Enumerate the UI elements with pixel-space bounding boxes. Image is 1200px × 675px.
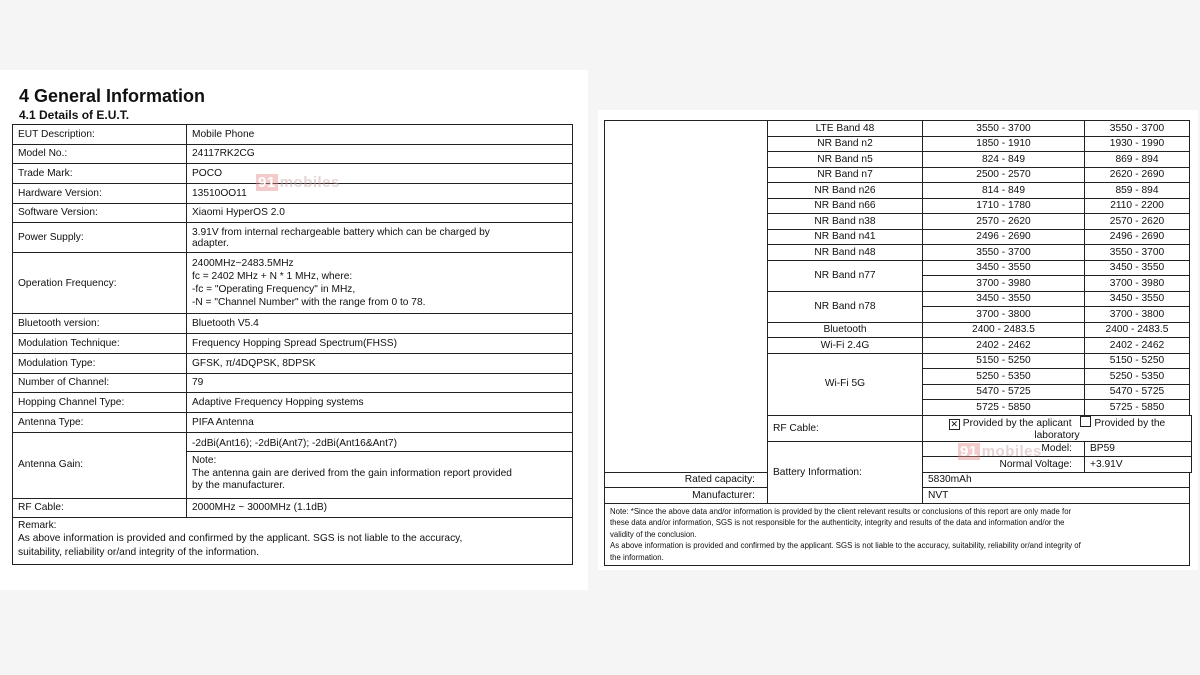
row-label: Antenna Type: xyxy=(13,412,187,432)
battery-field-label: Rated capacity: xyxy=(605,472,768,488)
rx-range: 3700 - 3980 xyxy=(1085,276,1190,292)
tx-range: 814 - 849 xyxy=(923,183,1085,199)
note-title: Note: xyxy=(192,455,217,467)
watermark-text: mobiles xyxy=(981,443,1042,460)
table-row xyxy=(13,393,573,413)
table-row xyxy=(13,373,573,393)
rx-range: 3550 - 3700 xyxy=(1085,121,1190,137)
tx-range: 1710 - 1780 xyxy=(923,198,1085,214)
row-value: Mobile Phone xyxy=(187,125,573,145)
power-supply-line: 3.91V from internal rechargeable battery which can be charged by xyxy=(192,226,490,238)
footnote-line: these data and/or information, SGS is not responsible for the authenticity, integrity and results of the data and information and/or the xyxy=(610,518,1065,528)
tx-range: 2400 - 2483.5 xyxy=(923,322,1085,338)
band-name: NR Band n5 xyxy=(768,152,923,168)
rx-range: 869 - 894 xyxy=(1085,152,1190,168)
tx-range: 5725 - 5850 xyxy=(923,400,1085,416)
row-value xyxy=(187,432,573,498)
rx-range: 5725 - 5850 xyxy=(1085,400,1190,416)
table-row xyxy=(13,125,573,145)
row-value: 79 xyxy=(187,373,573,393)
footnote-line: validity of the conclusion. xyxy=(610,529,697,539)
band-name: NR Band n26 xyxy=(768,183,923,199)
antenna-gain-value: -2dBi(Ant16); -2dBi(Ant7); -2dBi(Ant16&Ant7) xyxy=(187,435,572,452)
rx-range: 3700 - 3800 xyxy=(1085,307,1190,323)
option-applicant: Provided by the aplicant xyxy=(962,417,1072,429)
row-value: Bluetooth V5.4 xyxy=(187,314,573,334)
table-row xyxy=(13,518,573,565)
tx-range: 2496 - 2690 xyxy=(923,229,1085,245)
checked-checkbox-icon: ✕ xyxy=(950,418,959,429)
tx-range: 3550 - 3700 xyxy=(923,121,1085,137)
tx-range: 5150 - 5250 xyxy=(923,353,1085,369)
row-value: POCO xyxy=(187,164,573,184)
watermark-logo xyxy=(256,174,340,191)
row-label: Software Version: xyxy=(13,203,187,223)
row-value: GFSK, π/4DQPSK, 8DPSK xyxy=(187,353,573,373)
battery-field-value: BP59 xyxy=(1085,441,1192,457)
rx-range: 5470 - 5725 xyxy=(1085,384,1190,400)
table-row xyxy=(13,314,573,334)
watermark-logo xyxy=(958,443,1042,460)
band-name: NR Band n48 xyxy=(768,245,923,261)
remark-line: As above information is provided and confirmed by the applicant. SGS is not liable to the accuracy, xyxy=(18,533,463,545)
watermark-text: mobiles xyxy=(279,174,340,191)
band-name: LTE Band 48 xyxy=(768,121,923,137)
tx-range: 5250 - 5350 xyxy=(923,369,1085,385)
row-label: RF Cable: xyxy=(13,498,187,518)
footnote-line: Note: *Since the above data and/or information is provided by the client relevant results or conclusions of this report are only made for xyxy=(610,506,1072,516)
tx-range: 3450 - 3550 xyxy=(923,260,1085,276)
table-row xyxy=(605,503,1192,566)
rx-range: 2402 - 2462 xyxy=(1085,338,1190,354)
band-name: NR Band n38 xyxy=(768,214,923,230)
row-value: 2000MHz ~ 3000MHz (1.1dB) xyxy=(187,498,573,518)
row-label: Hopping Channel Type: xyxy=(13,393,187,413)
row-value: 13510OO11 xyxy=(187,184,573,204)
table-row xyxy=(13,412,573,432)
band-name: NR Band n7 xyxy=(768,167,923,183)
note-line: by the manufacturer. xyxy=(192,480,285,492)
table-row xyxy=(13,253,573,314)
row-value: Frequency Hopping Spread Spectrum(FHSS) xyxy=(187,334,573,354)
frequency-band-table xyxy=(604,120,1192,566)
remark-line: suitability, reliability or/and integrity of the information. xyxy=(18,546,260,558)
frequency-line: 2400MHz~2483.5MHz xyxy=(192,258,294,270)
row-label: EUT Description: xyxy=(13,125,187,145)
rx-range: 3550 - 3700 xyxy=(1085,245,1190,261)
row-label: Power Supply: xyxy=(13,223,187,253)
note-line: The antenna gain are derived from the gain information report provided xyxy=(192,467,512,479)
section-heading: 4 General Information xyxy=(19,86,206,106)
band-name: NR Band n2 xyxy=(768,136,923,152)
band-name: Wi-Fi 5G xyxy=(768,353,923,415)
battery-field-value: 5830mAh xyxy=(923,472,1190,488)
frequency-line: -fc = "Operating Frequency" in MHz, xyxy=(192,284,356,296)
tx-range: 3550 - 3700 xyxy=(923,245,1085,261)
row-label: Model No.: xyxy=(13,144,187,164)
unchecked-checkbox-icon xyxy=(1080,416,1091,427)
tx-range: 5470 - 5725 xyxy=(923,384,1085,400)
battery-field-value: NVT xyxy=(923,488,1190,504)
row-label: Modulation Technique: xyxy=(13,334,187,354)
remark-cell xyxy=(13,518,573,565)
band-name: Bluetooth xyxy=(768,322,923,338)
rx-range: 2570 - 2620 xyxy=(1085,214,1190,230)
row-label: Antenna Gain: xyxy=(13,432,187,498)
tx-range: 3450 - 3550 xyxy=(923,291,1085,307)
watermark-badge: 91 xyxy=(258,174,276,191)
antenna-gain-note xyxy=(187,452,572,495)
footnote-cell xyxy=(605,503,1190,566)
battery-field-label: Normal Voltage: xyxy=(923,457,1085,473)
rx-range: 5250 - 5350 xyxy=(1085,369,1190,385)
rx-range: 2110 - 2200 xyxy=(1085,198,1190,214)
table-row xyxy=(13,144,573,164)
row-value: 24117RK2CG xyxy=(187,144,573,164)
row-label: Number of Channel: xyxy=(13,373,187,393)
watermark-badge: 91 xyxy=(960,443,978,460)
row-value: Adaptive Frequency Hopping systems xyxy=(187,393,573,413)
rf-cable-options xyxy=(923,415,1192,441)
table-row xyxy=(605,121,1192,137)
rx-range: 1930 - 1990 xyxy=(1085,136,1190,152)
frequency-line: -N = "Channel Number" with the range from 0 to 78. xyxy=(192,297,426,309)
tx-range: 824 - 849 xyxy=(923,152,1085,168)
footnote-line: As above information is provided and confirmed by the applicant. SGS is not liable to the accuracy, suitability, reliability or/and integrity of xyxy=(610,541,1081,551)
table-row xyxy=(13,498,573,518)
table-row xyxy=(13,223,573,253)
option-laboratory: Provided by the laboratory xyxy=(1034,417,1166,441)
row-label: Hardware Version: xyxy=(13,184,187,204)
rf-cable-label: RF Cable: xyxy=(768,415,923,441)
battery-label: Battery Information: xyxy=(768,441,923,503)
tx-range: 2500 - 2570 xyxy=(923,167,1085,183)
band-name: NR Band n78 xyxy=(768,291,923,322)
band-name: Wi-Fi 2.4G xyxy=(768,338,923,354)
band-name: NR Band n41 xyxy=(768,229,923,245)
row-label: Trade Mark: xyxy=(13,164,187,184)
section-subheading: 4.1 Details of E.U.T. xyxy=(19,108,130,122)
row-value xyxy=(187,223,573,253)
power-supply-line: adapter. xyxy=(192,237,229,249)
row-label: Bluetooth version: xyxy=(13,314,187,334)
battery-field-label: Manufacturer: xyxy=(605,488,768,504)
tx-range: 1850 - 1910 xyxy=(923,136,1085,152)
band-label-spacer xyxy=(605,121,768,473)
battery-field-label: Model: xyxy=(923,441,1085,457)
band-name: NR Band n77 xyxy=(768,260,923,291)
table-row xyxy=(13,432,573,498)
tx-range: 3700 - 3800 xyxy=(923,307,1085,323)
table-row xyxy=(13,203,573,223)
footnote-line: the information. xyxy=(610,552,664,562)
battery-field-value: +3.91V xyxy=(1085,457,1192,473)
rx-range: 2620 - 2690 xyxy=(1085,167,1190,183)
tx-range: 2570 - 2620 xyxy=(923,214,1085,230)
table-row xyxy=(13,334,573,354)
band-name: NR Band n66 xyxy=(768,198,923,214)
row-label: Operation Frequency: xyxy=(13,253,187,314)
rx-range: 2400 - 2483.5 xyxy=(1085,322,1190,338)
row-value: Xiaomi HyperOS 2.0 xyxy=(187,203,573,223)
tx-range: 2402 - 2462 xyxy=(923,338,1085,354)
rx-range: 3450 - 3550 xyxy=(1085,260,1190,276)
table-row xyxy=(13,353,573,373)
row-label: Modulation Type: xyxy=(13,353,187,373)
rx-range: 3450 - 3550 xyxy=(1085,291,1190,307)
rx-range: 5150 - 5250 xyxy=(1085,353,1190,369)
frequency-line: fc = 2402 MHz + N * 1 MHz, where: xyxy=(192,271,353,283)
rx-range: 859 - 894 xyxy=(1085,183,1190,199)
row-value xyxy=(187,253,573,314)
rx-range: 2496 - 2690 xyxy=(1085,229,1190,245)
tx-range: 3700 - 3980 xyxy=(923,276,1085,292)
row-value: PIFA Antenna xyxy=(187,412,573,432)
remark-title: Remark: xyxy=(18,520,57,532)
